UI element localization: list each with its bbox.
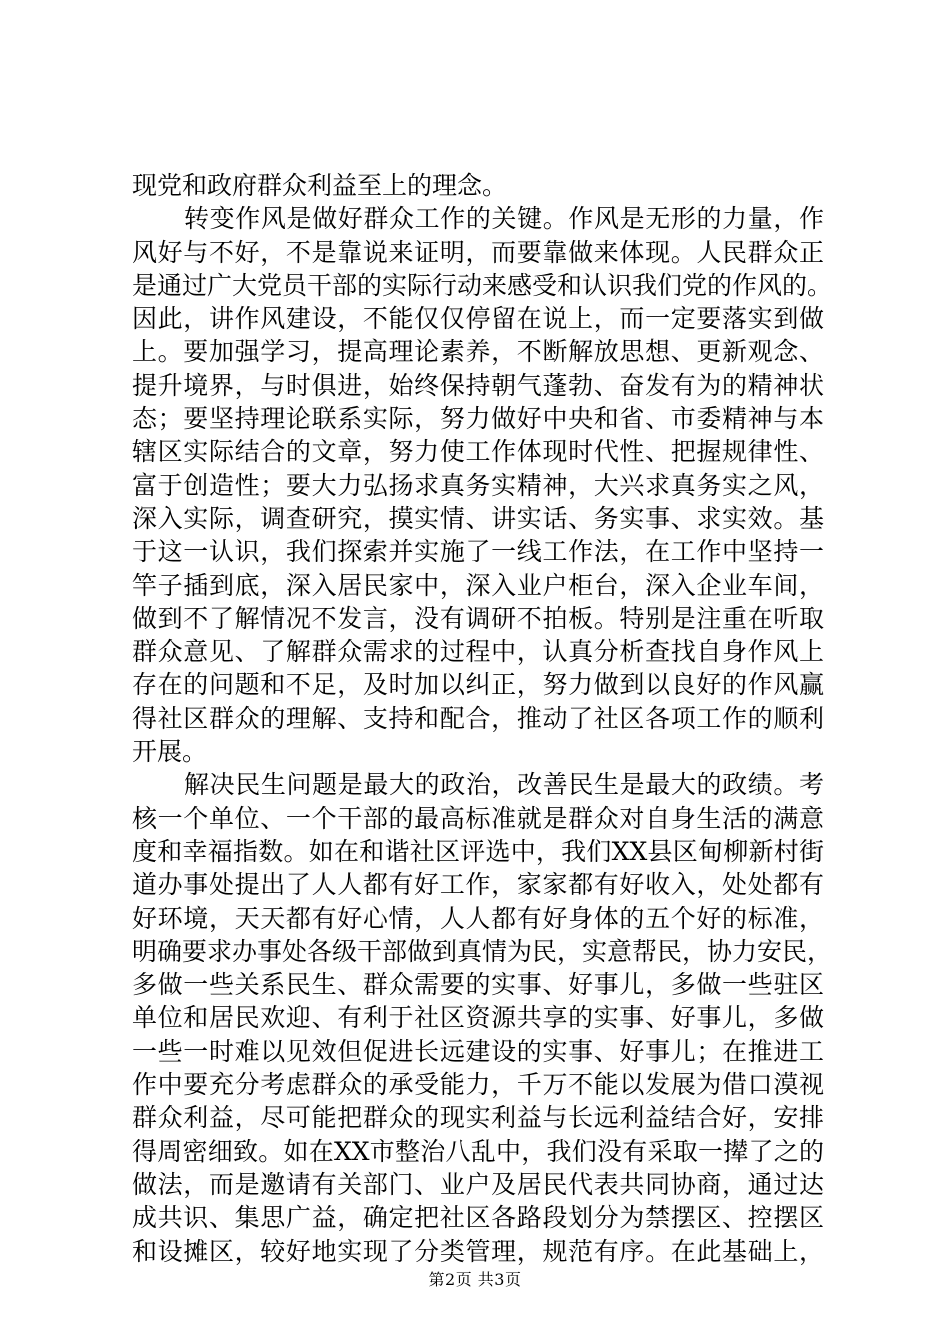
text-line: 辖区实际结合的文章，努力使工作体现时代性、把握规律性、: [132, 437, 824, 467]
text-line: 风好与不好，不是靠说来证明，而要靠做来体现。人民群众正: [132, 237, 824, 267]
document-body: [132, 169, 833, 1268]
text-line: 得社区群众的理解、支持和配合，推动了社区各项工作的顺利: [132, 703, 824, 733]
text-line: 上。要加强学习，提高理论素养，不断解放思想、更新观念、: [132, 337, 824, 367]
text-line: 得周密细致。如在XX市整治八乱中，我们没有采取一撵了之的: [132, 1136, 824, 1166]
text-line: 作中要充分考虑群众的承受能力，千万不能以发展为借口漠视: [132, 1070, 824, 1100]
text-line: 群众利益，尽可能把群众的现实利益与长远利益结合好，安排: [132, 1103, 824, 1133]
text-line: 明确要求办事处各级干部做到真情为民，实意帮民，协力安民，: [132, 936, 833, 966]
text-line: 是通过广大党员干部的实际行动来感受和认识我们党的作风的。: [132, 270, 833, 300]
text-line: 多做一些关系民生、群众需要的实事、好事儿，多做一些驻区: [132, 970, 824, 1000]
text-line: 核一个单位、一个干部的最高标准就是群众对自身生活的满意: [132, 803, 824, 833]
text-line: 现党和政府群众利益至上的理念。: [132, 171, 508, 200]
text-line: 开展。: [132, 737, 208, 767]
paragraph-first-line: 转变作风是做好群众工作的关键。作风是无形的力量，作: [184, 204, 824, 234]
text-line: 成共识、集思广益，确定把社区各路段划分为禁摆区、控摆区: [132, 1203, 824, 1233]
text-line: 于这一认识，我们探索并实施了一线工作法，在工作中坚持一: [132, 537, 824, 567]
text-line: 和设摊区，较好地实现了分类管理，规范有序。在此基础上，: [132, 1236, 824, 1266]
text-line: 群众意见、了解群众需求的过程中，认真分析查找自身作风上: [132, 637, 824, 667]
text-line: 做到不了解情况不发言，没有调研不拍板。特别是注重在听取: [132, 603, 824, 633]
text-line: 提升境界，与时俱进，始终保持朝气蓬勃、奋发有为的精神状: [132, 370, 824, 400]
text-line: 一些一时难以见效但促进长远建设的实事、好事儿；在推进工: [132, 1036, 824, 1066]
text-line: 好环境，天天都有好心情，人人都有好身体的五个好的标准，: [132, 903, 824, 933]
text-line: 因此，讲作风建设，不能仅仅停留在说上，而一定要落实到做: [132, 304, 824, 334]
text-line: 富于创造性；要大力弘扬求真务实精神，大兴求真务实之风，: [132, 470, 824, 500]
text-line: 做法，而是邀请有关部门、业户及居民代表共同协商，通过达: [132, 1169, 824, 1199]
page-number-footer: 第2页 共3页: [428, 1270, 522, 1289]
text-line: 竿子插到底，深入居民家中，深入业户柜台，深入企业车间，: [132, 570, 824, 600]
text-line: 态；要坚持理论联系实际，努力做好中央和省、市委精神与本: [132, 404, 824, 434]
text-line: 深入实际，调查研究，摸实情、讲实话、务实事、求实效。基: [132, 503, 824, 533]
text-line: 单位和居民欢迎、有利于社区资源共享的实事、好事儿，多做: [132, 1003, 824, 1033]
text-line: 度和幸福指数。如在和谐社区评选中，我们XX县区甸柳新村街: [132, 836, 824, 866]
text-line: 道办事处提出了人人都有好工作，家家都有好收入，处处都有: [132, 870, 824, 900]
text-line: 存在的问题和不足，及时加以纠正，努力做到以良好的作风赢: [132, 670, 824, 700]
paragraph-first-line: 解决民生问题是最大的政治，改善民生是最大的政绩。考: [184, 770, 824, 800]
